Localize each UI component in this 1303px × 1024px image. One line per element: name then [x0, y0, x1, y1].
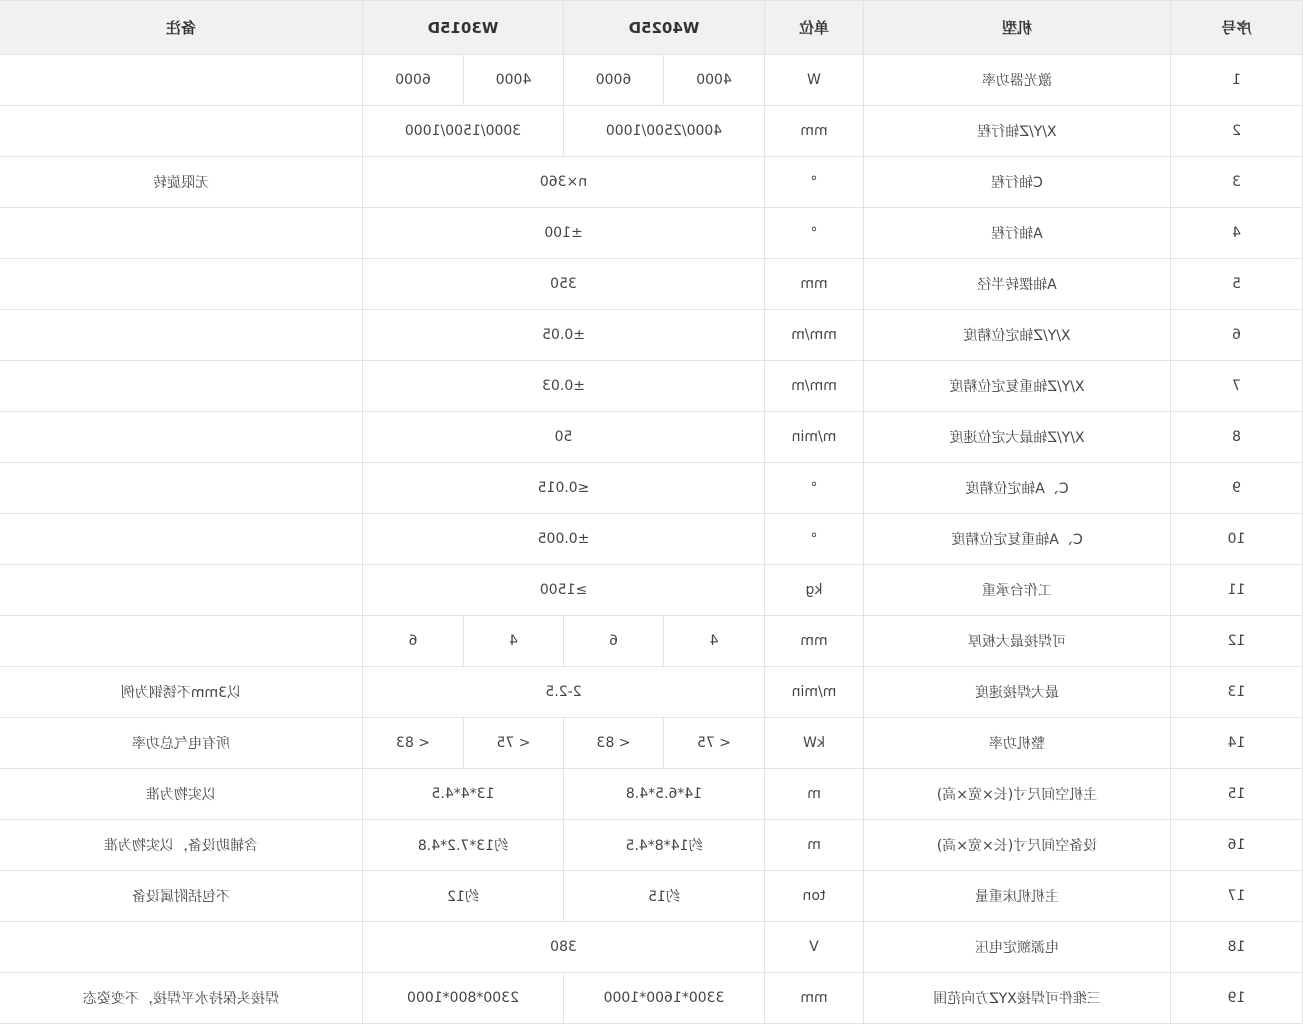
param-cell: 三维件可焊接XYZ方向范围 — [864, 973, 1171, 1024]
remark-cell: 不包括附属设备 — [0, 871, 363, 922]
seq-cell: 12 — [1171, 616, 1303, 667]
param-cell: X/Y/Z轴重复定位精度 — [864, 361, 1171, 412]
remark-cell — [0, 361, 363, 412]
seq-cell: 11 — [1171, 565, 1303, 616]
remark-cell — [0, 259, 363, 310]
table-row — [0, 973, 1303, 1024]
param-cell: X/Y/Z轴最大定位速度 — [864, 412, 1171, 463]
seq-cell: 9 — [1171, 463, 1303, 514]
table-row — [0, 820, 1303, 871]
value-cell-w4025d: 约15 — [564, 871, 765, 922]
seq-cell: 8 — [1171, 412, 1303, 463]
table-row — [0, 922, 1303, 973]
value-cell: < 83 — [564, 718, 664, 769]
seq-cell: 4 — [1171, 208, 1303, 259]
remark-cell — [0, 922, 363, 973]
table-row — [0, 310, 1303, 361]
value-cell: 6 — [363, 616, 464, 667]
seq-cell: 18 — [1171, 922, 1303, 973]
value-cell: < 75 — [664, 718, 765, 769]
remark-cell — [0, 565, 363, 616]
unit-cell: W — [765, 55, 864, 106]
param-cell: 整机功率 — [864, 718, 1171, 769]
value-cell-merged: ≤0.015 — [363, 463, 765, 514]
value-cell: 4000 — [664, 55, 765, 106]
value-cell-w4025d: 14*6.5*4.8 — [564, 769, 765, 820]
seq-cell: 3 — [1171, 157, 1303, 208]
table-row — [0, 514, 1303, 565]
unit-cell: ton — [765, 871, 864, 922]
unit-cell: mm — [765, 616, 864, 667]
unit-cell: mm/m — [765, 361, 864, 412]
value-cell-w4025d: 3300*1600*1000 — [564, 973, 765, 1024]
table-row — [0, 55, 1303, 106]
param-cell: 激光器功率 — [864, 55, 1171, 106]
unit-cell: mm — [765, 106, 864, 157]
param-cell: 主机空间尺寸(长×宽×高) — [864, 769, 1171, 820]
table-row — [0, 565, 1303, 616]
header-w3015d: W3015D — [363, 1, 564, 55]
value-cell: 4000 — [464, 55, 564, 106]
value-cell-w3015d: 2300*800*1000 — [363, 973, 564, 1024]
value-cell-merged: 2-2.5 — [363, 667, 765, 718]
remark-cell — [0, 616, 363, 667]
param-cell: A轴摆转半径 — [864, 259, 1171, 310]
header-model: 机型 — [864, 1, 1171, 55]
param-cell: C、A轴定位精度 — [864, 463, 1171, 514]
unit-cell: kg — [765, 565, 864, 616]
seq-cell: 16 — [1171, 820, 1303, 871]
value-cell-w4025d: 约14*8*4.5 — [564, 820, 765, 871]
table-row — [0, 718, 1303, 769]
value-cell-merged: ≥1500 — [363, 565, 765, 616]
seq-cell: 13 — [1171, 667, 1303, 718]
table-row — [0, 667, 1303, 718]
value-cell-merged: ±0.03 — [363, 361, 765, 412]
remark-cell: 所有电气总功率 — [0, 718, 363, 769]
unit-cell: kW — [765, 718, 864, 769]
unit-cell: V — [765, 922, 864, 973]
unit-cell: ° — [765, 514, 864, 565]
spec-body — [0, 55, 1303, 1024]
table-row — [0, 259, 1303, 310]
value-cell: < 75 — [464, 718, 564, 769]
seq-cell: 14 — [1171, 718, 1303, 769]
header-seq: 序号 — [1171, 1, 1303, 55]
value-cell-w4025d: 4000/2500/1000 — [564, 106, 765, 157]
param-cell: A轴行程 — [864, 208, 1171, 259]
table-row — [0, 871, 1303, 922]
param-cell: C、A轴重复定位精度 — [864, 514, 1171, 565]
seq-cell: 10 — [1171, 514, 1303, 565]
remark-cell — [0, 412, 363, 463]
table-row — [0, 106, 1303, 157]
value-cell: 4 — [664, 616, 765, 667]
value-cell: 6 — [564, 616, 664, 667]
remark-cell: 含辅助设备，以实物为准 — [0, 820, 363, 871]
table-row — [0, 616, 1303, 667]
unit-cell: mm/m — [765, 310, 864, 361]
unit-cell: ° — [765, 157, 864, 208]
table-row — [0, 463, 1303, 514]
seq-cell: 17 — [1171, 871, 1303, 922]
remark-cell — [0, 463, 363, 514]
table-row — [0, 157, 1303, 208]
unit-cell: m/min — [765, 667, 864, 718]
seq-cell: 15 — [1171, 769, 1303, 820]
table-row — [0, 412, 1303, 463]
param-cell: C轴行程 — [864, 157, 1171, 208]
value-cell: 4 — [464, 616, 564, 667]
param-cell: 可焊接最大板厚 — [864, 616, 1171, 667]
remark-cell: 无限旋转 — [0, 157, 363, 208]
value-cell: 6000 — [564, 55, 664, 106]
unit-cell: m — [765, 769, 864, 820]
param-cell: X/Y/Z轴定位精度 — [864, 310, 1171, 361]
unit-cell: ° — [765, 208, 864, 259]
remark-cell — [0, 106, 363, 157]
param-cell: 最大焊接速度 — [864, 667, 1171, 718]
remark-cell — [0, 55, 363, 106]
param-cell: 工作台承重 — [864, 565, 1171, 616]
header-row — [0, 1, 1303, 55]
param-cell: 主机机床重量 — [864, 871, 1171, 922]
header-w4025d: W4025D — [564, 1, 765, 55]
unit-cell: m — [765, 820, 864, 871]
value-cell: 6000 — [363, 55, 464, 106]
value-cell-merged: 350 — [363, 259, 765, 310]
value-cell-w3015d: 约13*7.2*4.8 — [363, 820, 564, 871]
seq-cell: 6 — [1171, 310, 1303, 361]
remark-cell — [0, 514, 363, 565]
seq-cell: 19 — [1171, 973, 1303, 1024]
param-cell: X/Y/Z轴行程 — [864, 106, 1171, 157]
value-cell-merged: ±0.005 — [363, 514, 765, 565]
value-cell: < 83 — [363, 718, 464, 769]
remark-cell — [0, 310, 363, 361]
value-cell-merged: 380 — [363, 922, 765, 973]
remark-cell: 以3mm不锈钢为例 — [0, 667, 363, 718]
unit-cell: mm — [765, 973, 864, 1024]
table-row — [0, 208, 1303, 259]
header-remark: 备注 — [0, 1, 363, 55]
param-cell: 电源额定电压 — [864, 922, 1171, 973]
seq-cell: 5 — [1171, 259, 1303, 310]
header-unit: 单位 — [765, 1, 864, 55]
seq-cell: 2 — [1171, 106, 1303, 157]
param-cell: 设备空间尺寸(长×宽×高) — [864, 820, 1171, 871]
table-row — [0, 769, 1303, 820]
value-cell-w3015d: 约12 — [363, 871, 564, 922]
seq-cell: 1 — [1171, 55, 1303, 106]
unit-cell: mm — [765, 259, 864, 310]
table-row — [0, 361, 1303, 412]
remark-cell: 以实物为准 — [0, 769, 363, 820]
value-cell-w3015d: 3000/1500/1000 — [363, 106, 564, 157]
unit-cell: m/min — [765, 412, 864, 463]
remark-cell: 焊接头保持水平焊接，不变姿态 — [0, 973, 363, 1024]
value-cell-merged: ±0.05 — [363, 310, 765, 361]
value-cell-merged: n×360 — [363, 157, 765, 208]
value-cell-w3015d: 13*4*4.5 — [363, 769, 564, 820]
remark-cell — [0, 208, 363, 259]
unit-cell: ° — [765, 463, 864, 514]
seq-cell: 7 — [1171, 361, 1303, 412]
value-cell-merged: ±100 — [363, 208, 765, 259]
value-cell-merged: 50 — [363, 412, 765, 463]
